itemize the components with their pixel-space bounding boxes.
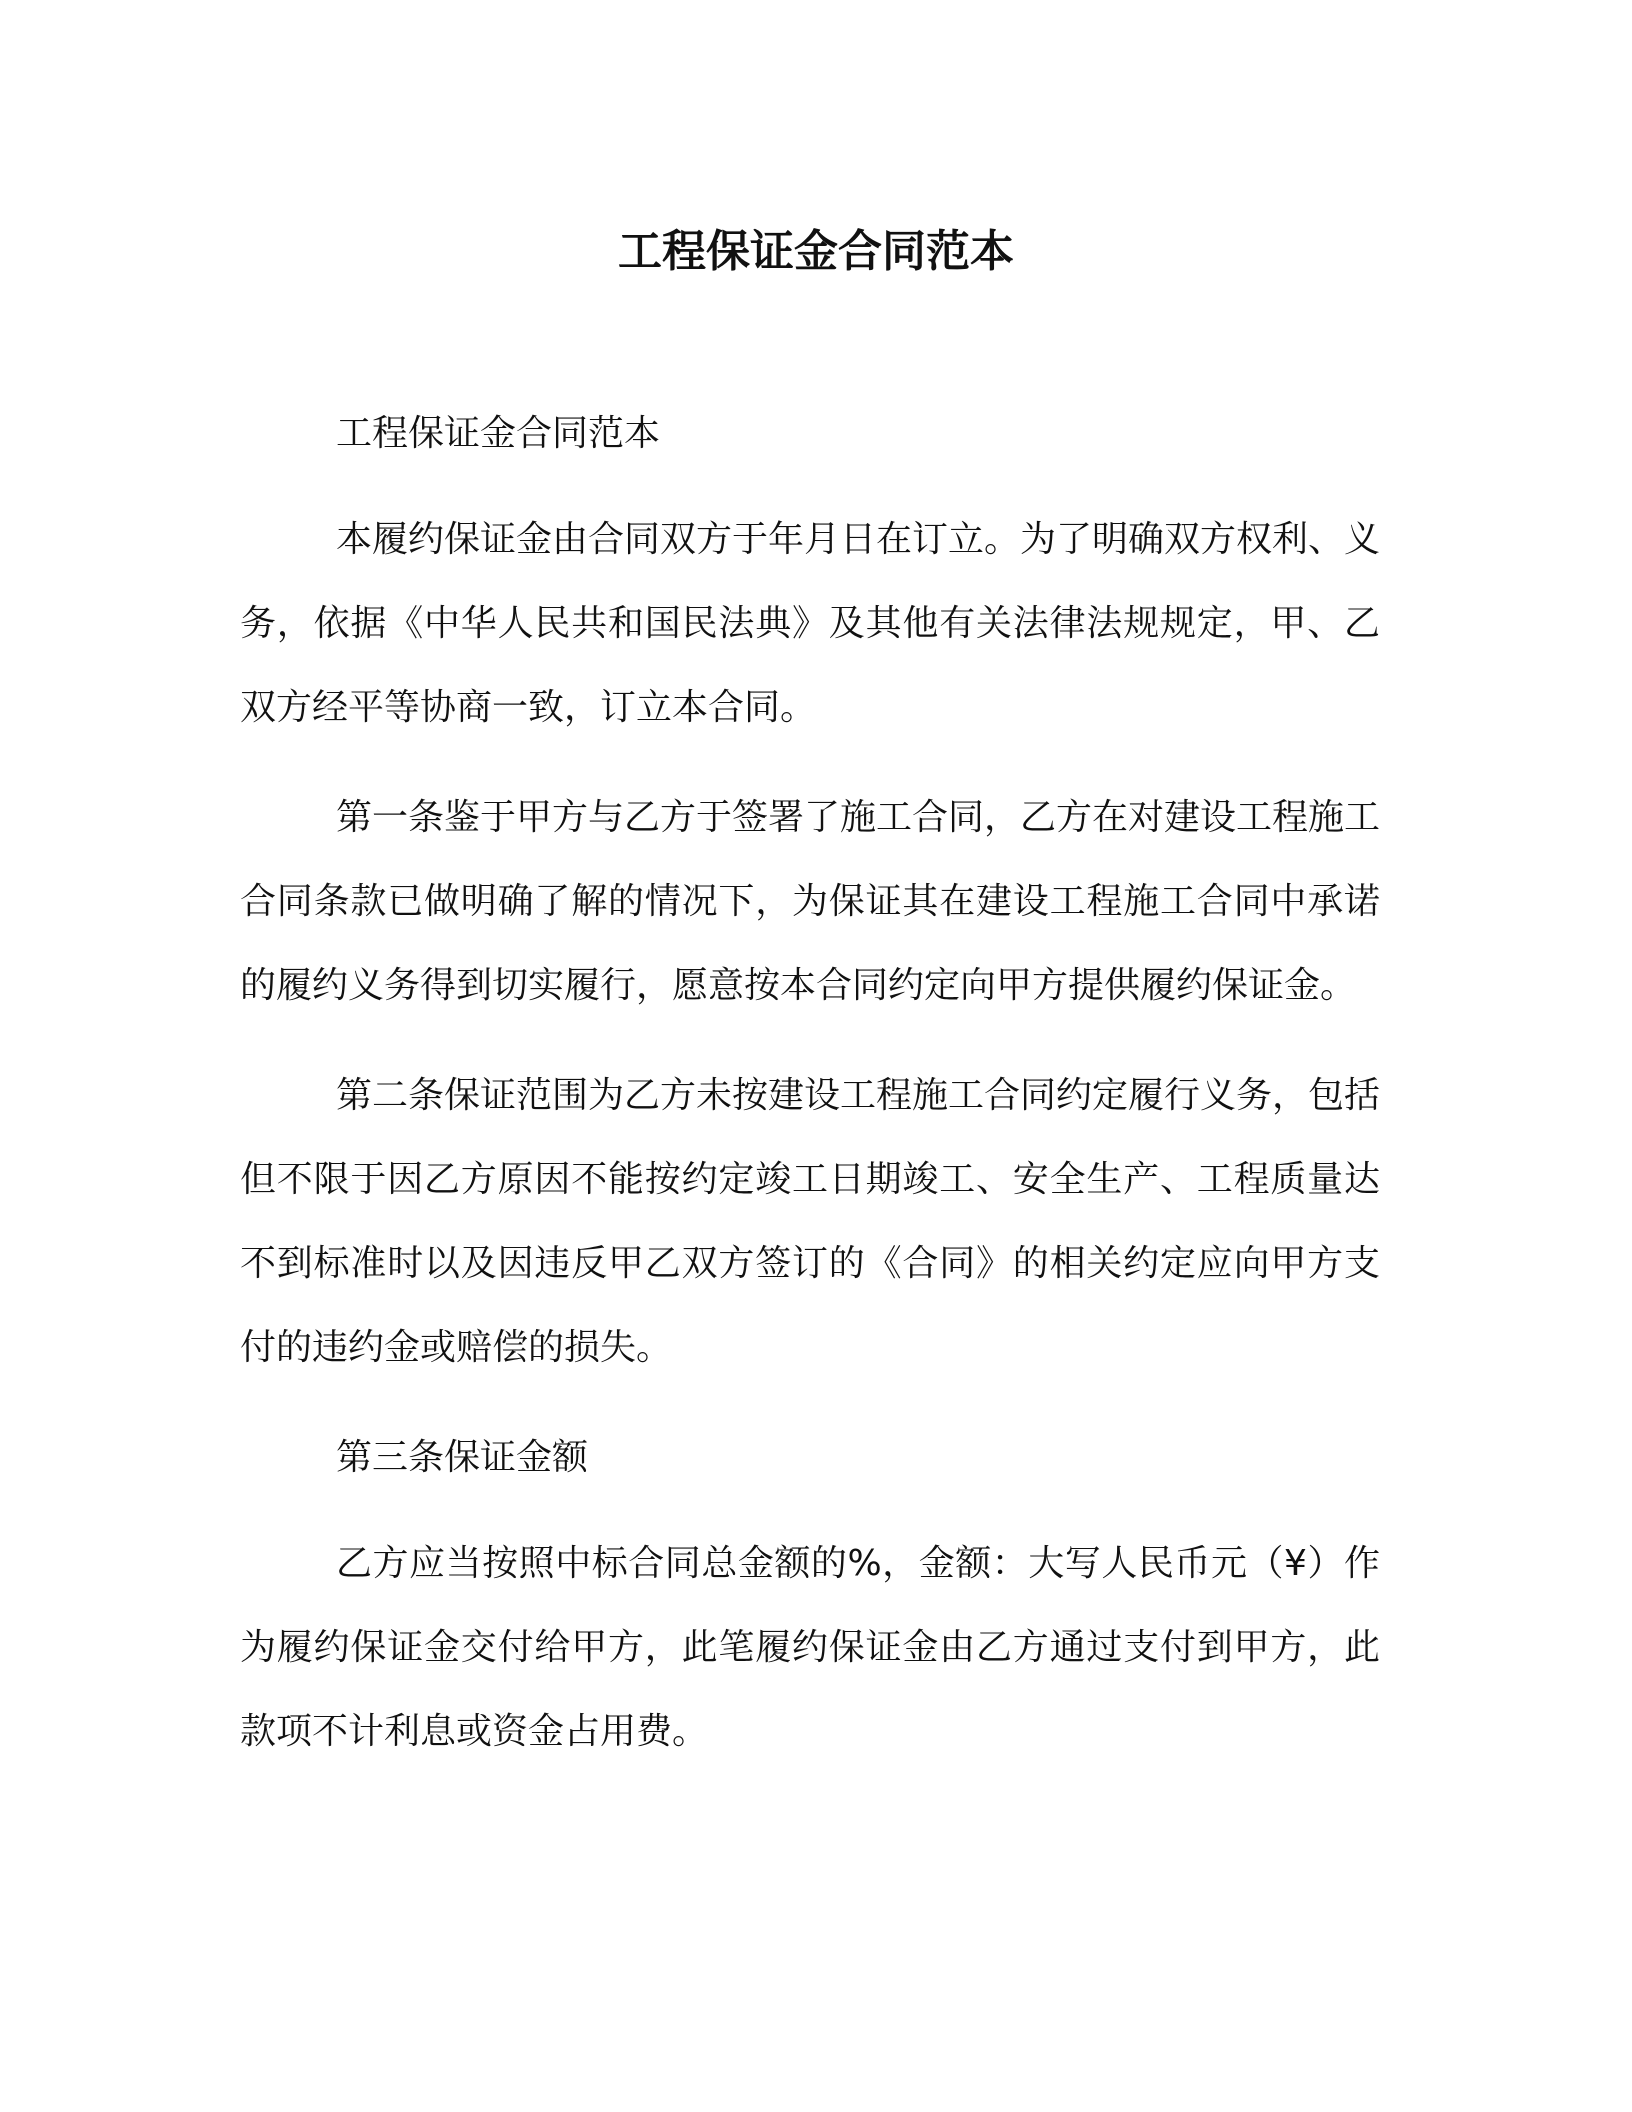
paragraph-intro: 本履约保证金由合同双方于年月日在订立。为了明确双方权利、义务，依据《中华人民共和国民法典》及其他有关法律法规规定，甲、乙双方经平等协商一致，订立本合同。 [240,519,1381,728]
paragraph-article-2: 第二条保证范围为乙方未按建设工程施工合同约定履行义务，包括但不限于因乙方原因不能按约定竣工日期竣工、安全生产、工程质量达不到标准时以及因违反甲乙双方签订的《合同》的相关约定应向甲方支付的违约金或赔偿的损失。 [240,1075,1381,1368]
paragraph-article-1: 第一条鉴于甲方与乙方于签署了施工合同，乙方在对建设工程施工合同条款已做明确了解的情况下，为保证其在建设工程施工合同中承诺的履约义务得到切实履行，愿意按本合同约定向甲方提供履约保证金。 [240,797,1381,1006]
document-title: 工程保证金合同范本 [618,226,1014,277]
paragraph-article-3-heading: 第三条保证金额 [336,1437,589,1478]
paragraph-article-3-body: 乙方应当按照中标合同总金额的%，金额：大写人民币元（¥）作为履约保证金交付给甲方，此笔履约保证金由乙方通过支付到甲方，此款项不计利息或资金占用费。 [240,1543,1380,1752]
paragraph-heading: 工程保证金合同范本 [336,413,661,454]
document-body [240,392,1380,1800]
